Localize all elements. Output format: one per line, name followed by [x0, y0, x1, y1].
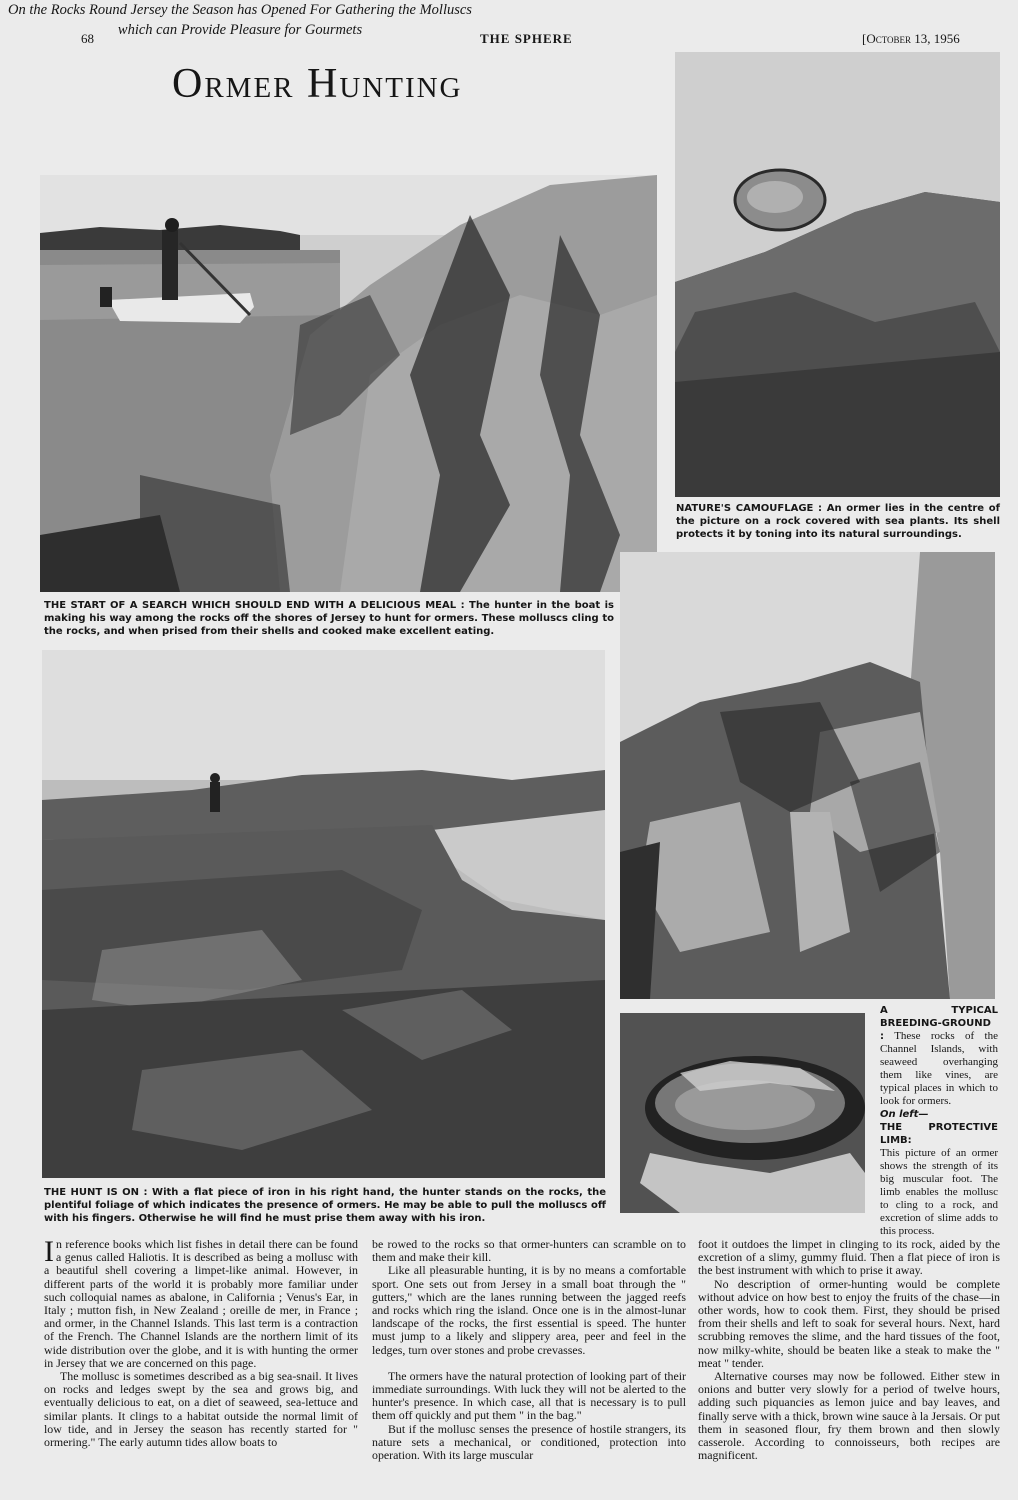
- caption-breeding-ground: A TYPICAL BREEDING-GROUND : These rocks of the Channel Islands, with seaweed overhanging them like vines, are typical places in which to look for ormers.: [880, 1005, 998, 1107]
- photo-boat-among-rocks: [40, 175, 657, 592]
- photo-ormer-camouflage: [675, 52, 1000, 497]
- photo-ormer-in-hand: [620, 1013, 865, 1213]
- drop-cap: I: [44, 1235, 54, 1268]
- article-subtitle: On the Rocks Round Jersey the Season has Opened For Gathering the Molluscs which can Provide Pleasure for Gourmets: [8, 2, 472, 38]
- body-column-2: be rowed to the rocks so that ormer-hunters can scramble on to them and make their kill. Like all pleasurable hunting, it is by no means a comfortable sport. One sets out from Jersey in a small boat through the " gutters," which are the lanes running between the jagged reefs and rocks which ring the island. Once one is in the almost-lunar landscape of the rocks, the first essential is speed. The hunter must jump to a likely and slippery area, peer and feel in the ledges, turn over stones and probe crevasses. The ormers have the natural protection of looking part of their immediate surroundings. With luck they will not be alerted to the hunter's presence. In which case, all that is necessary is to pull them off quickly and put them " in the bag." But if the mollusc senses the presence of hostile strangers, its nature sets a mechanical, or conditioned, protection into operation. With its large muscular: [372, 1237, 686, 1463]
- photo-hunter-on-rocks: [42, 650, 605, 1178]
- caption-camouflage: NATURE'S CAMOUFLAGE : An ormer lies in the centre of the picture on a rock covered with sea plants. Its shell protects it by toning into its natural surroundings.: [676, 503, 1000, 540]
- caption-hunt: THE HUNT IS ON : With a flat piece of iron in his right hand, the hunter stands on the rocks, the plentiful foliage of which indicates the presence of ormers. He may be able to pull the molluscs off with his fingers. Otherwise he will find he must prise them away with his iron.: [44, 1187, 607, 1224]
- caption-protective-limb: On left— THE PROTECTIVE LIMB: This picture of an ormer shows the strength of its big muscular foot. The limb enables the mollusc to cling to a rock, and excretion of slime adds to this process.: [880, 1109, 998, 1237]
- photo-breeding-ground: [620, 552, 995, 999]
- publication-name: THE SPHERE: [480, 31, 573, 46]
- body-column-1: In reference books which list fishes in detail there can be found a genus called Haliotis. It is described as being a mollusc with a beautiful shell covering a limpet-like animal. However, in different parts of the world it is probably more familiar under such colloquial names as abalone, in California ; Venus's Ear, in Italy ; mutton fish, in New Zealand ; oreille de mer, in France ; and ormer, in the Channel Islands. This last term is a contraction of the French. The Channel Islands are the northern limit of its wide distribution over the globe, and it is with hunting the ormer in Jersey that we are concerned on this page. The mollusc is sometimes described as a big sea-snail. It lives on rocks and ledges swept by the sea and grows big, and eventually delicious to eat, on a diet of seaweed, sea-lettuce and similar plants. It clings to a habitat outside the normal limit of low tide, and in Jersey the season has recently started for " ormering." The early autumn tides allow boats to: [44, 1235, 358, 1450]
- issue-date: [October 13, 1956: [862, 31, 960, 46]
- article-title: Ormer Hunting: [172, 61, 463, 107]
- body-column-3: foot it outdoes the limpet in clinging to its rock, aided by the excretion of a slimy, gummy fluid. Then a flat piece of iron is the best instrument with which to prise it away. No description of ormer-hunting would be complete without advice on how best to enjoy the fruits of the chase—in other words, how to cook them. First, they should be prised from their shells and left to soak for several hours. Next, hard scrubbing removes the slime, and the hard tissues of the foot, now milky-white, should be beaten like a steak to make the " meat " tender. Alternative courses may now be followed. Either stew in onions and butter very slowly for a period of twelve hours, adding such piquancies as lemon juice and bay leaves, and finally serve with a thick, brown wine sauce à la Jersais. Or put them in seasoned flour, fry them brown and then slowly casserole. According to connoisseurs, both recipes are magnificent.: [698, 1237, 1000, 1463]
- caption-search: THE START OF A SEARCH WHICH SHOULD END WITH A DELICIOUS MEAL : The hunter in the boat is making his way among the rocks off the shores of Jersey to hunt for ormers. These molluscs cling to the rocks, and when prised from their shells and cooked make excellent eating.: [44, 600, 615, 637]
- page-number: 68: [81, 31, 94, 46]
